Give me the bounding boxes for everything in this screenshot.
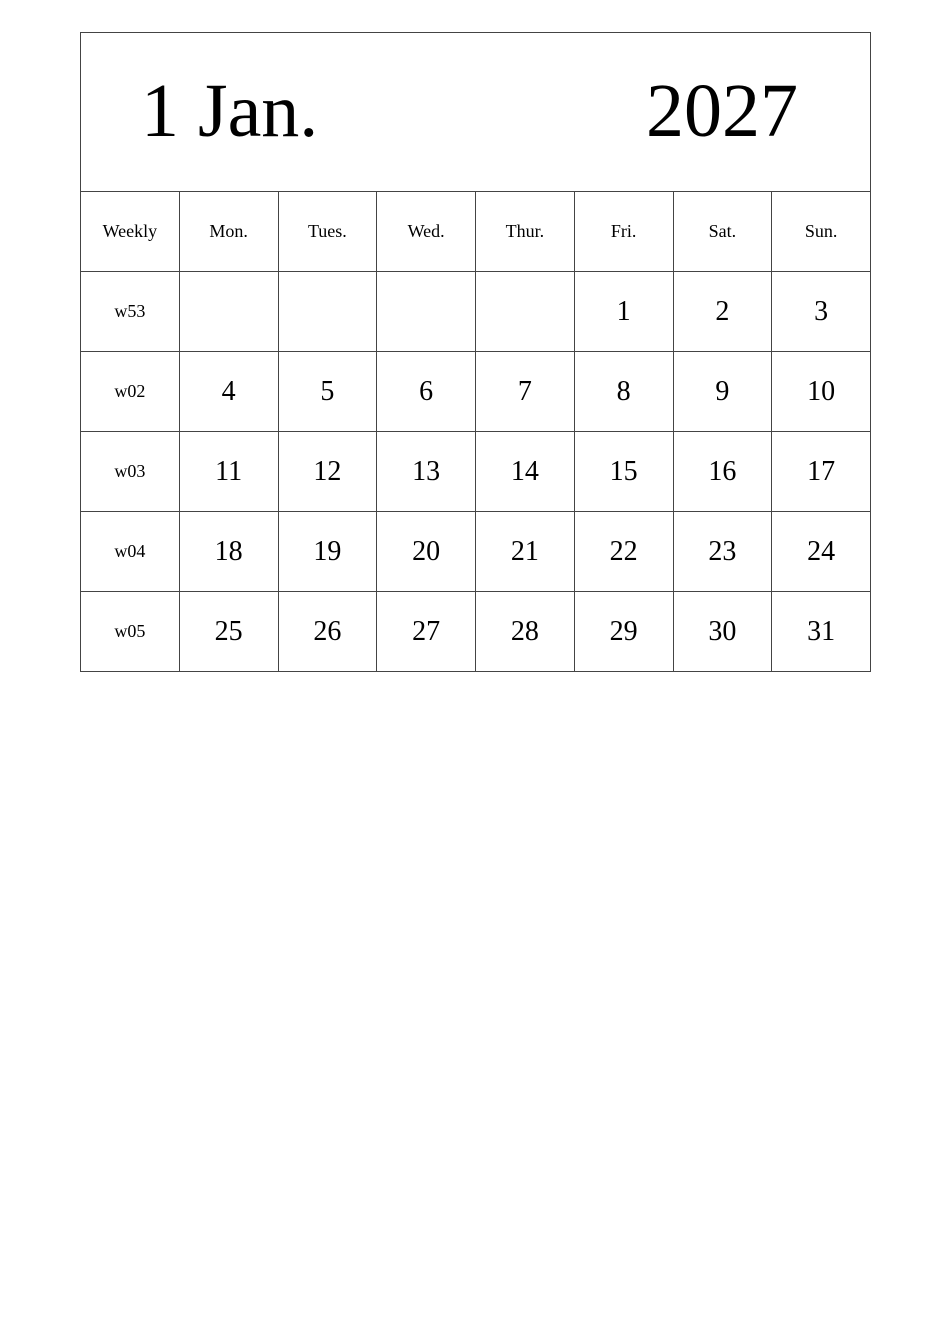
title-cell <box>81 33 871 192</box>
week-label: w03 <box>81 432 180 512</box>
day-cell: 18 <box>179 512 278 592</box>
day-cell: 22 <box>574 512 673 592</box>
day-cell: 2 <box>673 272 772 352</box>
day-cell: 19 <box>278 512 377 592</box>
week-label: w02 <box>81 352 180 432</box>
day-cell: 6 <box>377 352 476 432</box>
day-cell: 14 <box>476 432 575 512</box>
day-cell: 26 <box>278 592 377 672</box>
day-cell: 25 <box>179 592 278 672</box>
day-cell: 1 <box>574 272 673 352</box>
header-fri: Fri. <box>574 192 673 272</box>
day-cell: 29 <box>574 592 673 672</box>
week-label: w05 <box>81 592 180 672</box>
week-row <box>81 432 871 512</box>
day-cell: 16 <box>673 432 772 512</box>
header-weekly: Weekly <box>81 192 180 272</box>
day-cell: 27 <box>377 592 476 672</box>
weekday-header-row <box>81 192 871 272</box>
day-cell: 7 <box>476 352 575 432</box>
day-cell: 24 <box>772 512 871 592</box>
day-cell: 11 <box>179 432 278 512</box>
header-wed: Wed. <box>377 192 476 272</box>
day-cell: 9 <box>673 352 772 432</box>
day-cell: 31 <box>772 592 871 672</box>
day-cell: 8 <box>574 352 673 432</box>
day-cell: 30 <box>673 592 772 672</box>
header-sat: Sat. <box>673 192 772 272</box>
day-cell <box>179 272 278 352</box>
day-cell: 28 <box>476 592 575 672</box>
day-cell: 3 <box>772 272 871 352</box>
year-title: 2027 <box>646 69 798 153</box>
day-cell: 17 <box>772 432 871 512</box>
day-cell: 23 <box>673 512 772 592</box>
day-cell: 10 <box>772 352 871 432</box>
day-cell: 20 <box>377 512 476 592</box>
title-row <box>81 33 871 192</box>
header-tues: Tues. <box>278 192 377 272</box>
week-label: w04 <box>81 512 180 592</box>
week-label: w53 <box>81 272 180 352</box>
day-cell: 13 <box>377 432 476 512</box>
week-row <box>81 592 871 672</box>
day-cell <box>278 272 377 352</box>
day-cell <box>377 272 476 352</box>
day-cell: 21 <box>476 512 575 592</box>
day-cell <box>476 272 575 352</box>
week-row <box>81 272 871 352</box>
day-cell: 12 <box>278 432 377 512</box>
header-thur: Thur. <box>476 192 575 272</box>
header-mon: Mon. <box>179 192 278 272</box>
calendar-table <box>80 32 871 672</box>
day-cell: 5 <box>278 352 377 432</box>
month-title: 1 Jan. <box>141 69 319 153</box>
day-cell: 15 <box>574 432 673 512</box>
header-sun: Sun. <box>772 192 871 272</box>
day-cell: 4 <box>179 352 278 432</box>
week-row <box>81 352 871 432</box>
week-row <box>81 512 871 592</box>
